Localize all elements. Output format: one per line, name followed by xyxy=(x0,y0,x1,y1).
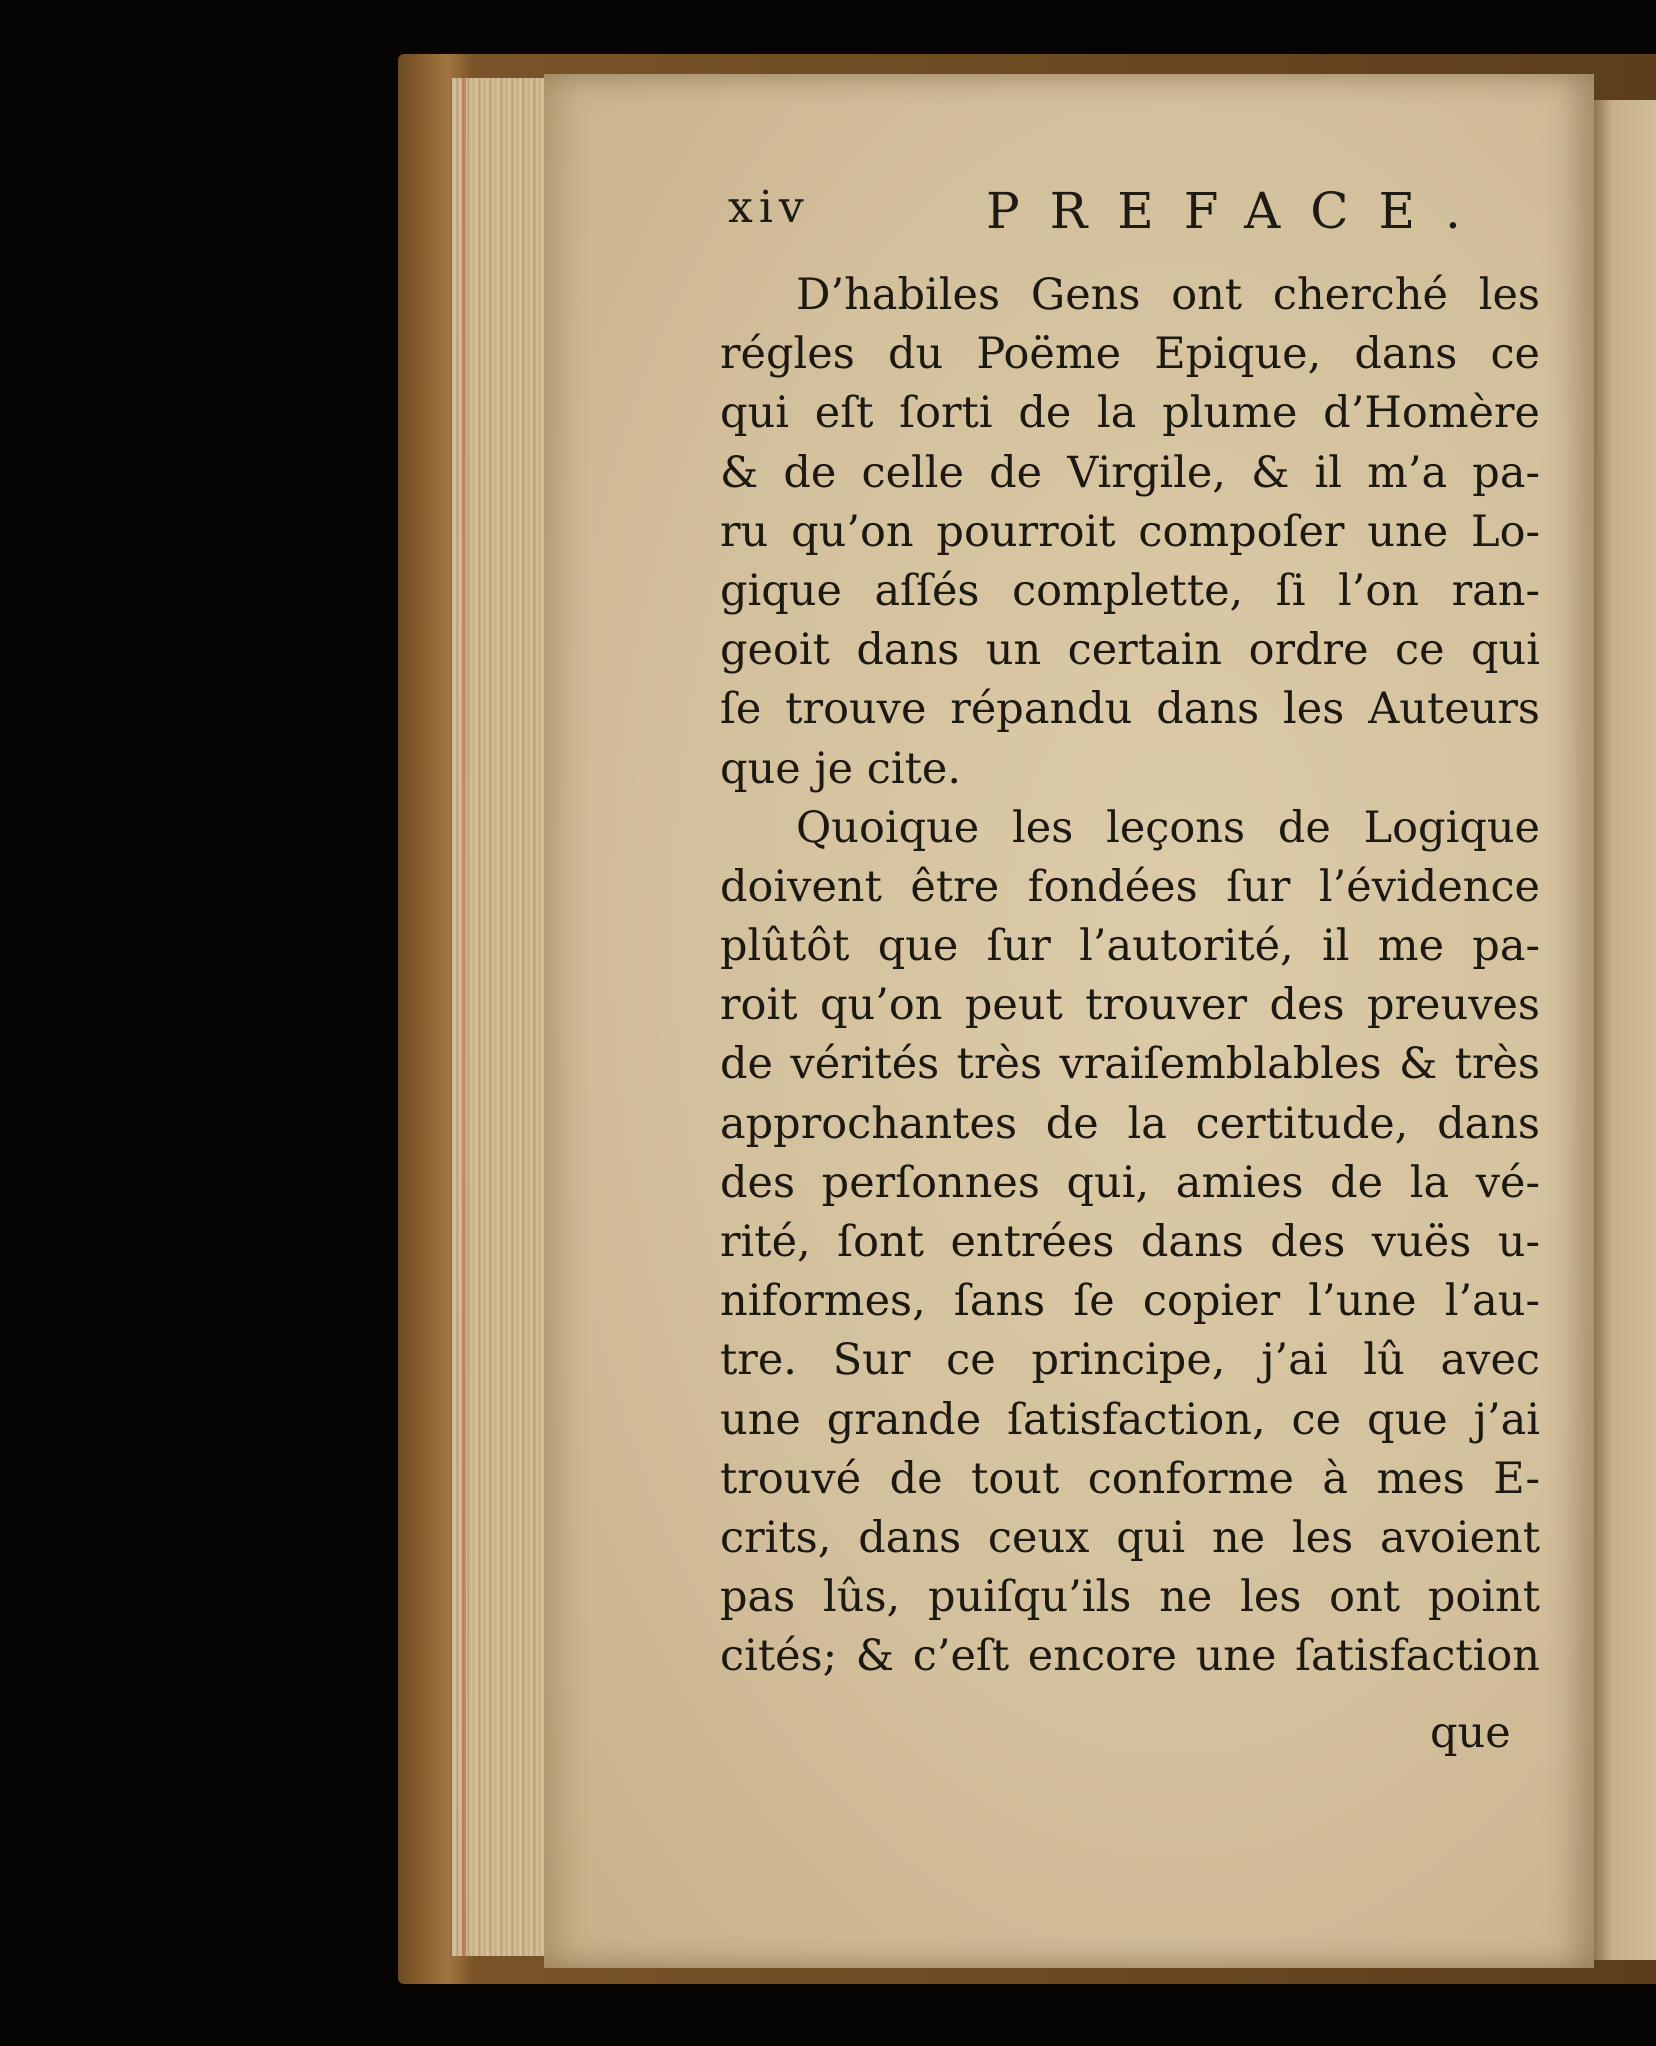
catchword: que xyxy=(1430,1708,1511,1758)
text-line: tre. Sur ce principe, j’ai lû avec xyxy=(720,1335,1540,1386)
text-line: rité, ſont entrées dans des vuës u- xyxy=(720,1217,1540,1267)
text-line: qui eſt ſorti de la plume d’Homère xyxy=(720,388,1540,439)
text-line: crits, dans ceux qui ne les avoient xyxy=(720,1512,1540,1563)
text-line: Quoique les leçons de Logique xyxy=(796,802,1540,853)
text-line: que je cite. xyxy=(720,743,962,794)
page-edges xyxy=(452,78,544,1956)
text-line: une grande ſatisfaction, ce que j’ai xyxy=(720,1394,1540,1445)
running-title: PREFACE. xyxy=(986,182,1491,240)
text-line: geoit dans un certain ordre ce qui xyxy=(720,625,1540,676)
page-header xyxy=(728,182,1491,242)
text-line: des perſonnes qui, amies de la vé- xyxy=(720,1157,1540,1208)
text-line: ru qu’on pourroit compoſer une Lo- xyxy=(720,506,1540,557)
page-number: xiv xyxy=(728,182,810,233)
text-line: D’habiles Gens ont cherché les xyxy=(796,270,1540,320)
facing-page-edge xyxy=(1594,100,1656,1960)
text-line: doivent être fondées ſur l’évidence xyxy=(720,861,1540,912)
text-line: roit qu’on peut trouver des preuves xyxy=(720,980,1540,1031)
text-line: régles du Poëme Epique, dans ce xyxy=(720,329,1540,380)
text-line: pas lûs, puiſqu’ils ne les ont point xyxy=(720,1572,1540,1623)
text-line: de vérités très vraiſemblables & très xyxy=(720,1039,1540,1090)
body-text xyxy=(720,266,1540,1687)
text-line: cités; & c’eſt encore une ſatisfaction xyxy=(720,1631,1540,1682)
text-line: & de celle de Virgile, & il m’a pa- xyxy=(720,447,1540,498)
text-line: trouvé de tout conforme à mes E- xyxy=(720,1453,1540,1504)
text-line: ſe trouve répandu dans les Auteurs xyxy=(720,684,1540,735)
text-line: niformes, ſans ſe copier l’une l’au- xyxy=(720,1276,1540,1327)
text-line: plûtôt que ſur l’autorité, il me pa- xyxy=(720,921,1540,972)
text-line: gique aſſés complette, ſi l’on ran- xyxy=(720,565,1540,616)
text-line: approchantes de la certitude, dans xyxy=(720,1098,1540,1149)
